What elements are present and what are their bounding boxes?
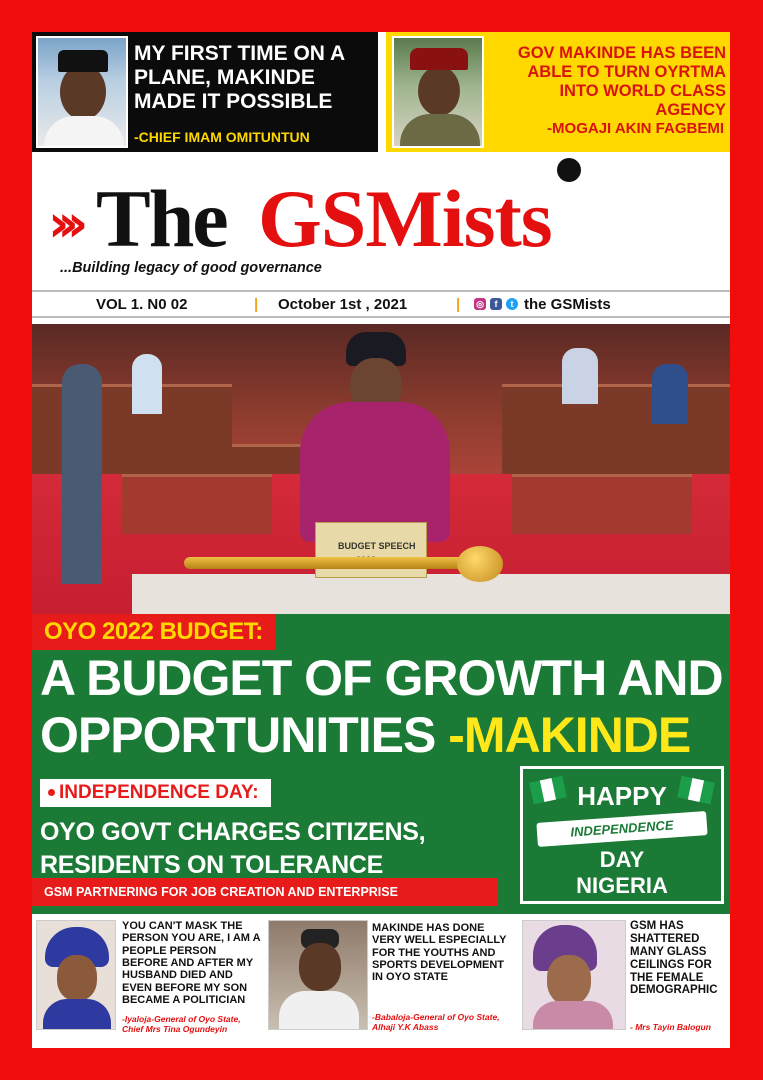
separator: | [456, 296, 461, 313]
teaser-left-photo [36, 36, 128, 148]
instagram-icon[interactable]: ◎ [474, 298, 486, 310]
hero-photo [32, 324, 730, 614]
main-figure [300, 402, 450, 542]
teaser-right-credit: -MOGAJI AKIN FAGBEMI [547, 120, 724, 137]
magazine-cover [32, 32, 730, 1048]
teaser-left-headline: MY FIRST TIME ON A PLANE, MAKINDE MADE IT POSSIBLE [134, 42, 345, 114]
tagline: ...Building legacy of good governance [60, 260, 322, 276]
quotes-row [32, 914, 730, 1048]
teaser-left[interactable] [32, 32, 378, 152]
top-teasers [32, 32, 730, 152]
quote-item[interactable]: YOU CAN'T MASK THE PERSON YOU ARE, I AM A PEOPLE PERSON BEFORE AND AFTER MY HUSBAND DIED AND EVEN BEFORE MY SON BECAME A POLITICIAN -Iyaloja-General of Oyo State, Chief Mrs Tina Ogundeyin [36, 920, 264, 1044]
teaser-right[interactable] [386, 32, 730, 152]
bullet-icon [48, 789, 55, 796]
teaser-right-photo [392, 36, 484, 148]
partner-strip[interactable]: GSM PARTNERING FOR JOB CREATION AND ENTERPRISE [32, 878, 498, 906]
quote-photo [522, 920, 626, 1030]
issue-date: October 1st , 2021 [278, 296, 408, 313]
logo-the: The [96, 173, 227, 264]
lead-story [32, 614, 730, 914]
quote-item[interactable]: MAKINDE HAS DONE VERY WELL ESPECIALLY FOR THE YOUTHS AND SPORTS DEVELOPMENT IN OYO STATE -Babaloja-General of Oyo State, Alhaji Y.K Abass [268, 920, 514, 1044]
separator: | [254, 296, 259, 313]
social-handle[interactable]: the GSMists [524, 296, 611, 313]
quote-photo [268, 920, 368, 1030]
lead-headline[interactable]: A BUDGET OF GROWTH AND OPPORTUNITIES -MAKINDE [40, 650, 723, 763]
chevrons-icon: ››› [48, 194, 77, 254]
masthead [32, 154, 730, 284]
teaser-left-credit: -CHIEF IMAM OMITUNTUN [134, 129, 310, 145]
mace [184, 557, 484, 569]
teaser-right-headline: GOV MAKINDE HAS BEEN ABLE TO TURN OYRTMA INTO WORLD CLASS AGENCY [517, 44, 726, 119]
logo-name: GSMists [258, 173, 552, 264]
issue-bar [32, 290, 730, 318]
second-kicker: INDEPENDENCE DAY: [40, 779, 271, 807]
independence-box: HAPPY INDEPENDENCE DAY NIGERIA [520, 766, 724, 904]
issue-volume: VOL 1. N0 02 [96, 296, 188, 313]
facebook-icon[interactable]: f [490, 298, 502, 310]
quote-photo [36, 920, 116, 1030]
quote-item[interactable]: GSM HAS SHATTERED MANY GLASS CEILINGS FOR THE FEMALE DEMOGRAPHIC - Mrs Tayin Balogun [522, 920, 726, 1044]
twitter-icon[interactable]: t [506, 298, 518, 310]
second-headline[interactable]: OYO GOVT CHARGES CITIZENS, RESIDENTS ON TOLERANCE [40, 818, 426, 879]
logo-dot-icon [557, 158, 581, 182]
budget-box: BUDGET SPEECH [315, 522, 427, 578]
lead-kicker: OYO 2022 BUDGET: [32, 614, 275, 650]
